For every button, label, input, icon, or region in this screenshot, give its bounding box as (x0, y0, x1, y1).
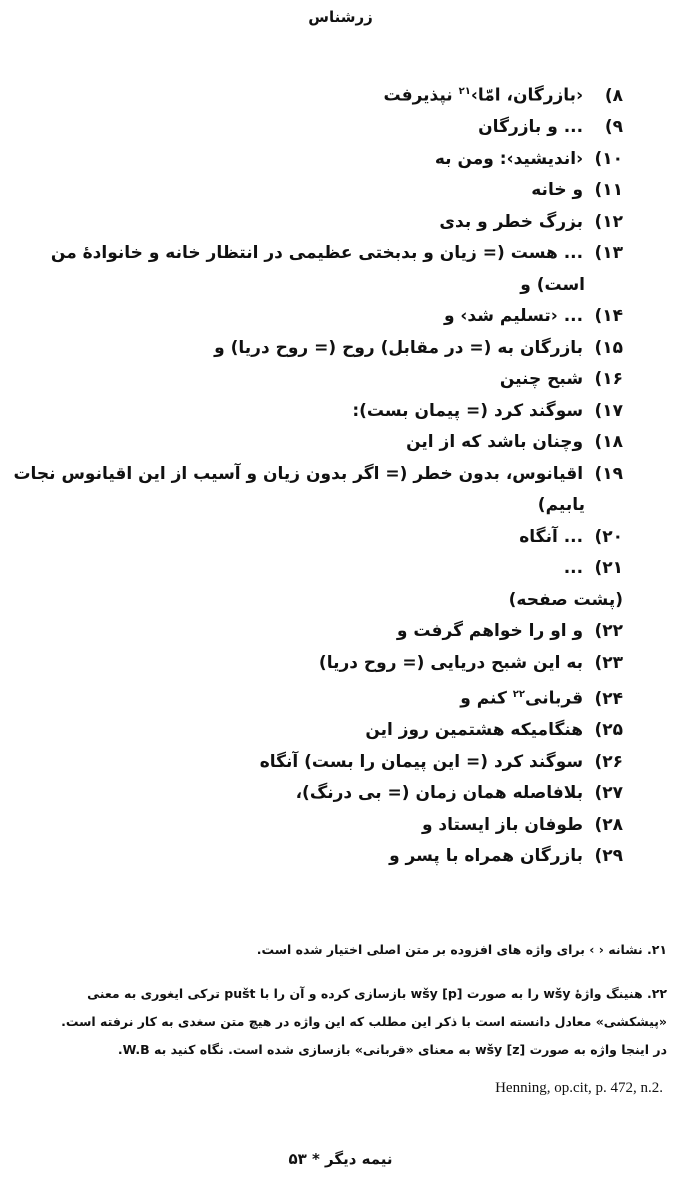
page-footer: نیمه دیگر * ۵۳ (288, 1150, 393, 1168)
line-text: و خانه (531, 180, 584, 201)
text-line (23, 648, 623, 680)
text-line (23, 112, 623, 144)
line-number: ۱۶) (594, 369, 623, 390)
text-line (23, 585, 623, 617)
text-line (23, 76, 623, 112)
line-text-after: کنم و (460, 688, 513, 709)
line-number: ۱۵) (594, 337, 623, 358)
line-text: هنگامیکه هشتمین روز این (365, 720, 584, 741)
line-number: ۹) (604, 117, 623, 138)
line-text: ‹اندیشید›: ومن به (434, 148, 584, 169)
line-number: ۱۱) (594, 180, 623, 201)
text-lines (13, 76, 623, 873)
line-text: شبح چنین (499, 369, 584, 390)
line-number: ۸) (604, 85, 623, 106)
footnote-marker: ۲۲ (512, 689, 526, 701)
text-line (23, 747, 623, 779)
line-number: ۱۰) (594, 148, 623, 169)
text-line (23, 778, 623, 810)
text-line (23, 427, 623, 459)
line-text: بزرگ خطر و بدی (439, 211, 584, 232)
text-line (23, 175, 623, 207)
line-number: ۱۸) (594, 432, 623, 453)
line-text: (پشت صفحه) (508, 589, 623, 610)
text-line (23, 396, 623, 428)
running-header: زرشناس (308, 8, 373, 26)
line-number: ۲۹) (594, 846, 623, 867)
line-text: بازرگان به (= در مقابل) روح (= روح دریا) و (214, 337, 584, 358)
line-text: است) و (520, 274, 585, 295)
line-number: ۲۱) (594, 558, 623, 579)
line-text: وچنان باشد که از این (406, 432, 584, 453)
footnote-21: ۲۱. نشانه ‹ › برای واژه های افزوده بر متن اصلی اختیار شده است. (256, 942, 667, 957)
line-number: ۲۶) (594, 751, 623, 772)
line-text-after: نپذیرفت (383, 85, 459, 106)
text-line (23, 616, 623, 648)
line-number: ۱۹) (594, 463, 623, 484)
text-line (23, 810, 623, 842)
text-line (23, 333, 623, 365)
footnote-22-line-1: ۲۲. هنینگ واژهٔ wšy را به صورت wšy [p] بازسازی کرده و آن را با pušt ترکی ایغوری به معنی (87, 986, 667, 1001)
line-text: یابیم) (537, 495, 585, 516)
line-text: بازرگان همراه با پسر و (389, 846, 584, 867)
line-text: ‹بازرگان، امّا› (470, 85, 584, 106)
line-text: اقیانوس، بدون خطر (= اگر بدون زیان و آسیب از این اقیانوس نجات (13, 463, 584, 484)
line-text: ... و بازرگان (478, 117, 584, 138)
line-text: ... ‹تسلیم شد› و (443, 306, 584, 327)
footnote-marker: ۲۱ (458, 86, 471, 97)
line-text: به این شبح دریایی (= روح دریا) (318, 652, 584, 673)
line-text: سوگند کرد (= پیمان بست): (352, 400, 584, 421)
text-line (23, 364, 623, 396)
text-line (23, 207, 623, 239)
line-number: ۲۰) (594, 526, 623, 547)
line-number: ۱۳) (594, 243, 623, 264)
line-text: بلافاصله همان زمان (= بی درنگ)، (295, 783, 584, 804)
text-line (23, 679, 623, 715)
line-number: ۲۷) (594, 783, 623, 804)
footnote-22-line-2: «پیشکشی» معادل دانسته است با ذکر این مطلب که این واژه در هیچ متن سغدی به کار نرفته است. (61, 1014, 667, 1029)
line-number: ۱۷) (594, 400, 623, 421)
line-text: ... آنگاه (519, 526, 584, 547)
line-number: ۱۴) (594, 306, 623, 327)
text-line (23, 144, 623, 176)
text-line (23, 553, 623, 585)
line-text: و او را خواهم گرفت و (396, 621, 584, 642)
line-text: سوگند کرد (= این پیمان را بست) آنگاه (259, 751, 584, 772)
text-line (23, 715, 623, 747)
line-number: ۱۲) (594, 211, 623, 232)
text-line (23, 522, 623, 554)
line-text: طوفان باز ایستاد و (421, 814, 584, 835)
footnote-reference: Henning, op.cit, p. 472, n.2. (495, 1080, 663, 1096)
text-line (23, 270, 623, 302)
text-line (23, 841, 623, 873)
text-line (13, 459, 623, 491)
line-number: ۲۵) (594, 720, 623, 741)
text-line (23, 301, 623, 333)
line-number: ۲۴) (594, 688, 623, 709)
text-line (23, 490, 623, 522)
line-text: قربانی (525, 688, 584, 709)
footnotes (17, 936, 667, 1064)
line-number: ۲۲) (594, 621, 623, 642)
text-line (23, 238, 623, 270)
line-number: ۲۸) (594, 814, 623, 835)
line-number: ۲۳) (594, 652, 623, 673)
line-text: ... هست (= زیان و بدبختی عظیمی در انتظار خانه و خانوادهٔ من (50, 243, 584, 264)
footnote-22-line-3: در اینجا واژه به صورت wšy [z] به معنای «قربانی» بازسازی شده است. نگاه کنید به W.B. (117, 1042, 667, 1057)
line-text: ... (563, 558, 584, 579)
